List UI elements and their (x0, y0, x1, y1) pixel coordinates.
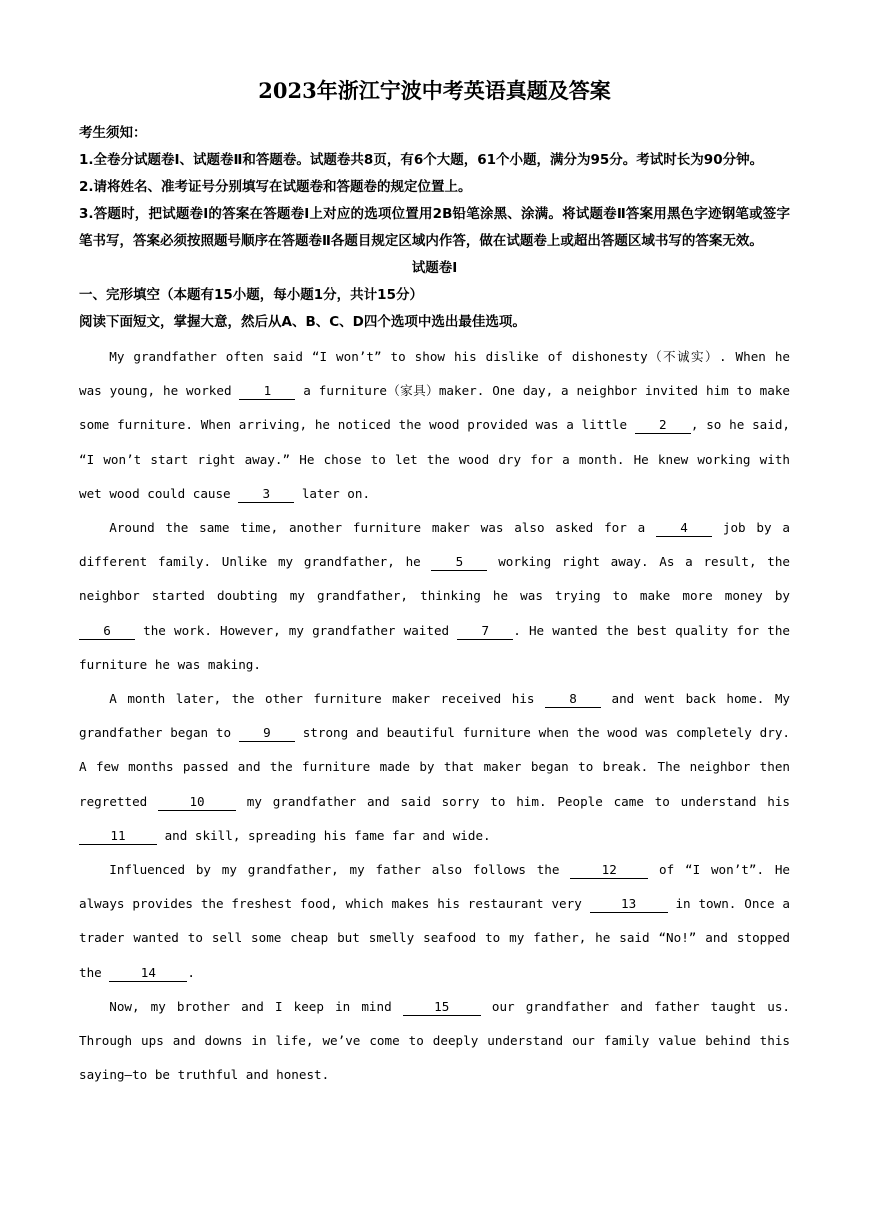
notice-item-3: 3.答题时，把试题卷Ⅰ的答案在答题卷Ⅰ上对应的选项位置用2B铅笔涂黑、涂满。将试题卷Ⅱ答案用黑色字迹钢笔或签字笔书写，答案必须按照题号顺序在答题卷Ⅱ各题目规定区域内作答，做在试题卷上或超出答题区域书写的答案无效。 (79, 206, 790, 249)
passage-text: Around the same time, another furniture maker was also asked for a (109, 520, 657, 536)
blank-13: 13 (590, 896, 668, 913)
passage-text: of “I won’t”. He always provides the freshest food, which makes his restaurant very (79, 862, 790, 912)
passage-text: and skill, spreading his fame far and wide. (157, 827, 491, 843)
passage-text: my grandfather and said sorry to him. People came to understand his (236, 793, 790, 809)
notice-item-1: 1.全卷分试题卷Ⅰ、试题卷Ⅱ和答题卷。试题卷共8页，有6个大题，61个小题，满分为95分。考试时长为90分钟。 (79, 152, 764, 168)
part-heading: 一、完形填空（本题有15小题，每小题1分，共计15分） (79, 287, 423, 303)
blank-3: 3 (238, 486, 294, 503)
passage-text: a furniture（家具）maker. One day, a neighbor invited him to make some furniture. When arriving, he noticed the wood provided was a little (79, 383, 790, 433)
passage-paragraph-1 (79, 340, 790, 511)
passage-text: Now, my brother and I keep in mind (109, 998, 403, 1014)
passage-text: , so he said, “I won’t start right away.” He chose to let the wood dry for a month. He knew working with wet wood could cause (79, 417, 790, 501)
exam-notice (79, 120, 790, 255)
blank-6: 6 (79, 623, 135, 640)
passage-paragraph-4 (79, 853, 790, 990)
passage-paragraph-5 (79, 990, 790, 1093)
section-title: 试题卷Ⅰ (411, 260, 458, 276)
blank-9: 9 (239, 725, 295, 742)
cloze-passage (79, 340, 790, 1092)
blank-10: 10 (158, 794, 236, 811)
blank-7: 7 (457, 623, 513, 640)
passage-text: . He wanted the best quality for the furniture he was making. (79, 622, 790, 672)
passage-text: later on. (294, 485, 371, 501)
passage-text: our grandfather and father taught us. Through ups and downs in life, we’ve come to deeply understand our family value behind this saying—to be truthful and honest. (79, 998, 790, 1083)
blank-11: 11 (79, 828, 157, 845)
passage-text: . (187, 964, 195, 980)
blank-8: 8 (545, 691, 601, 708)
part-instruction: 阅读下面短文，掌握大意，然后从A、B、C、D四个选项中选出最佳选项。 (79, 314, 526, 330)
blank-2: 2 (635, 417, 691, 434)
blank-4: 4 (656, 520, 712, 537)
passage-text: My grandfather often said “I won’t” to show his dislike of dishonesty（不诚实）. When he was young, he worked (79, 349, 790, 399)
passage-paragraph-3 (79, 682, 790, 853)
passage-text: Influenced by my grandfather, my father also follows the (109, 862, 571, 878)
passage-text: working right away. As a result, the neighbor started doubting my grandfather, thinking he was trying to make more money by (79, 554, 790, 604)
blank-15: 15 (403, 999, 481, 1016)
notice-heading: 考生须知： (79, 125, 147, 141)
passage-text: and went back home. My grandfather began to (79, 691, 790, 741)
passage-text: strong and beautiful furniture when the wood was completely dry. A few months passed and the furniture made by that maker began to break. The neighbor then regretted (79, 725, 790, 809)
passage-text: job by a different family. Unlike my grandfather, he (79, 520, 790, 570)
passage-paragraph-2 (79, 511, 790, 682)
passage-text: A month later, the other furniture maker received his (109, 691, 545, 707)
passage-text: in town. Once a trader wanted to sell some cheap but smelly seafood to my father, he said “No!” and stopped the (79, 896, 790, 980)
blank-14: 14 (109, 965, 187, 982)
blank-1: 1 (239, 383, 295, 400)
blank-5: 5 (431, 554, 487, 571)
passage-text: the work. However, my grandfather waited (135, 622, 458, 638)
document-page (79, 76, 790, 1092)
blank-12: 12 (570, 862, 648, 879)
notice-item-2: 2.请将姓名、准考证号分别填写在试题卷和答题卷的规定位置上。 (79, 179, 472, 195)
document-title: 2023年浙江宁波中考英语真题及答案 (258, 78, 611, 103)
